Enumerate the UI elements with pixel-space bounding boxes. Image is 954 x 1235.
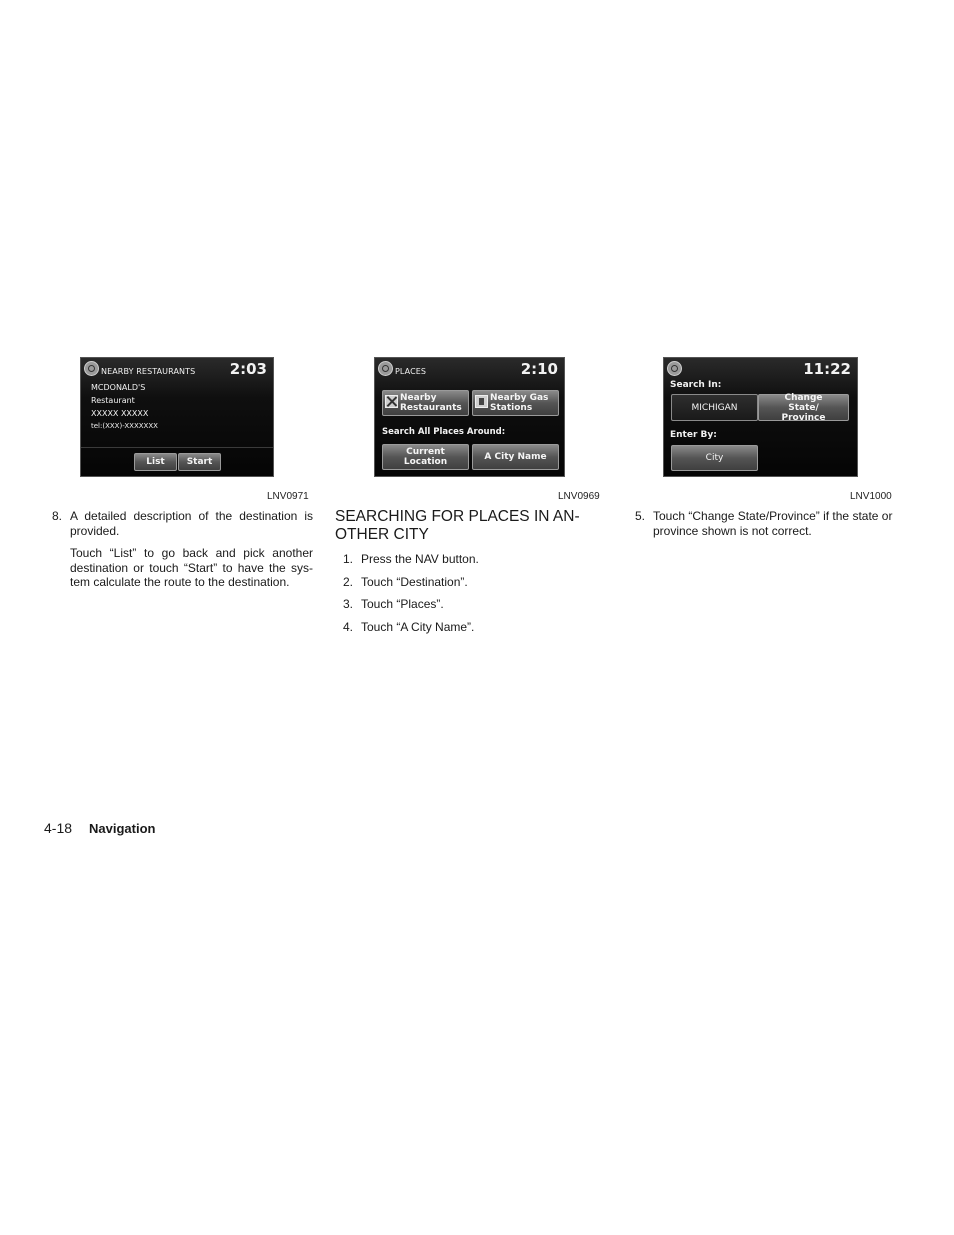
city-button[interactable]: City (671, 445, 758, 471)
divider (81, 447, 273, 448)
state-field: MICHIGAN (671, 394, 758, 421)
step-8-text: A detailed description of the destination is provided. (70, 509, 313, 538)
step-number: 2. (343, 575, 354, 589)
nearby-restaurants-label: Nearby Restaurants (400, 393, 462, 413)
nearby-gas-stations-label: Nearby Gas Stations (490, 393, 549, 413)
step-8-number: 8. (52, 509, 63, 523)
enter-by-label: Enter By: (670, 430, 717, 440)
place-name: MCDONALD'S (91, 383, 146, 392)
clock-time: 2:03 (229, 360, 267, 378)
search-in-screen (663, 357, 858, 477)
place-phone: tel:(XXX)-XXXXXXX (91, 422, 158, 430)
screen-title: PLACES (395, 367, 427, 376)
place-type: Restaurant (91, 396, 135, 405)
search-all-places-label: Search All Places Around: (382, 427, 506, 437)
nav-logo-icon (84, 361, 99, 376)
start-button[interactable]: Start (178, 453, 221, 471)
section-heading: SEARCHING FOR PLACES IN AN-OTHER CITY (335, 508, 580, 543)
step-number: 1. (343, 552, 354, 566)
page-number: 4-18 (44, 820, 73, 836)
step-8-subtext: Touch “List” to go back and pick another destination or touch “Start” to have the sys-tem calculate the route to the destination. (70, 546, 313, 589)
place-address: XXXXX XXXXX (91, 409, 149, 418)
screen-title: NEARBY RESTAURANTS (101, 367, 196, 376)
section-title: Navigation (89, 821, 156, 836)
figure-id: LNV0971 (267, 491, 309, 502)
gas-pump-icon (475, 395, 488, 408)
step-number: 3. (343, 597, 354, 611)
clock-time: 2:10 (520, 360, 558, 378)
list-button[interactable]: List (134, 453, 177, 471)
step-number: 4. (343, 620, 354, 634)
step-5-text: Touch “Change State/Province” if the state or province shown is not correct. (653, 509, 893, 538)
change-state-province-button[interactable]: Change State/ Province (758, 394, 849, 421)
step-text: Touch “Destination”. (361, 575, 468, 589)
search-in-label: Search In: (670, 380, 722, 390)
figure-id: LNV0969 (558, 491, 600, 502)
current-location-button[interactable]: Current Location (382, 444, 469, 470)
step-text: Press the NAV button. (361, 552, 479, 566)
restaurant-icon (385, 395, 398, 408)
nav-logo-icon (667, 361, 682, 376)
nav-logo-icon (378, 361, 393, 376)
city-name-button[interactable]: A City Name (472, 444, 559, 470)
places-screen (374, 357, 565, 477)
step-text: Touch “A City Name”. (361, 620, 475, 634)
nearby-restaurants-button[interactable] (382, 390, 469, 416)
nearby-restaurants-screen (80, 357, 274, 477)
clock-time: 11:22 (803, 360, 851, 378)
step-text: Touch “Places”. (361, 597, 444, 611)
step-5-number: 5. (635, 509, 646, 523)
figure-id: LNV1000 (850, 491, 892, 502)
nearby-gas-stations-button[interactable] (472, 390, 559, 416)
